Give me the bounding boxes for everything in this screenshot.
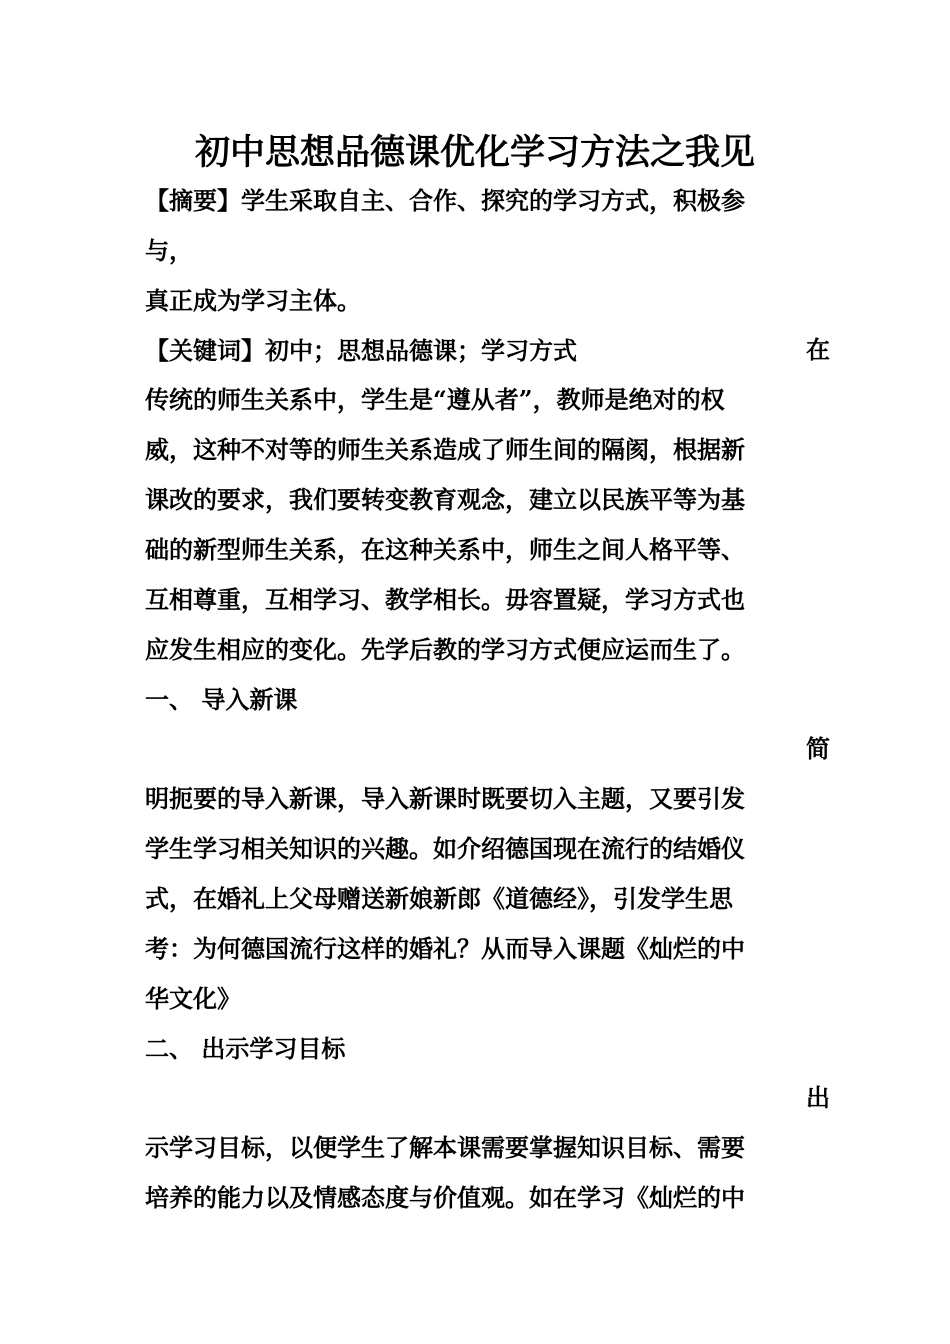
- abstract-line: 真正成为学习主体。: [145, 286, 361, 315]
- paragraph-line: 考：为何德国流行这样的婚礼？从而导入课题《灿烂的中: [145, 934, 745, 963]
- abstract: [145, 176, 785, 376]
- paragraph-line: 础的新型师生关系，在这种关系中，师生之间人格平等、: [145, 535, 745, 564]
- paragraph-line: 式，在婚礼上父母赠送新娘新郎《道德经》，引发学生思: [145, 884, 733, 913]
- paragraph-line: 明扼要的导入新课，导入新课时既要切入主题，又要引发: [145, 784, 745, 813]
- keywords-line: 【关键词】初中；思想品德课；学习方式: [145, 336, 577, 365]
- section-paragraph: [145, 774, 785, 1074]
- section-lead-char: 简: [806, 734, 830, 763]
- section-paragraph: [145, 1123, 785, 1223]
- paragraph-line: 培养的能力以及情感态度与价值观。如在学习《灿烂的中: [145, 1183, 745, 1212]
- abstract-line: 【摘要】学生采取自主、合作、探究的学习方式，积极参与，: [145, 186, 745, 265]
- paragraph-line: 应发生相应的变化。先学后教的学习方式便应运而生了。: [145, 635, 745, 664]
- section-lead-char: 在: [806, 335, 830, 364]
- document-title: 初中思想品德课优化学习方法之我见: [194, 132, 755, 173]
- section-heading: 二、 出示学习目标: [145, 1034, 346, 1063]
- section-paragraph: [145, 375, 785, 725]
- paragraph-line: 传统的师生关系中，学生是“遵从者”，教师是绝对的权: [145, 385, 725, 414]
- paragraph-line: 示学习目标，以便学生了解本课需要掌握知识目标、需要: [145, 1133, 745, 1162]
- paragraph-line: 威，这种不对等的师生关系造成了师生间的隔阂，根据新: [145, 435, 745, 464]
- paragraph-line: 华文化》: [145, 984, 241, 1013]
- paragraph-line: 课改的要求，我们要转变教育观念，建立以民族平等为基: [145, 485, 745, 514]
- paragraph-line: 互相尊重，互相学习、教学相长。毋容置疑，学习方式也: [145, 585, 745, 614]
- paragraph-line: 学生学习相关知识的兴趣。如介绍德国现在流行的结婚仪: [145, 834, 745, 863]
- section-heading: 一、 导入新课: [145, 685, 298, 714]
- section-lead-char: 出: [806, 1083, 830, 1112]
